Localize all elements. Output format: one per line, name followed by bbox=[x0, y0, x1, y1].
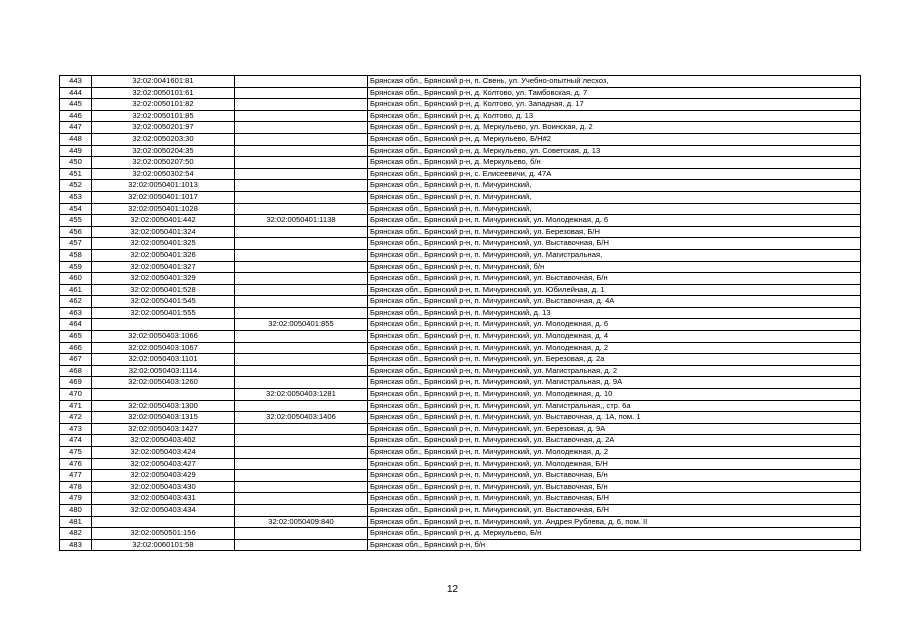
row-number-cell: 452 bbox=[60, 180, 92, 192]
table-row bbox=[60, 377, 861, 389]
linked-cadastral-number-cell bbox=[235, 331, 368, 343]
row-number-cell: 457 bbox=[60, 238, 92, 250]
row-number-cell: 479 bbox=[60, 493, 92, 505]
cadastral-number-cell: 32:02:0050403:429 bbox=[92, 470, 235, 482]
address-cell: Брянская обл., Брянский р-н, п. Мичуринский, ул. Молодежная, д. 4 bbox=[368, 331, 861, 343]
address-cell: Брянская обл., Брянский р-н, п. Мичуринский, ул. Выставочная, Б/н bbox=[368, 481, 861, 493]
cadastral-number-cell: 32:02:0050403:434 bbox=[92, 504, 235, 516]
cadastral-number-cell: 32:02:0050201:97 bbox=[92, 122, 235, 134]
address-cell: Брянская обл., Брянский р-н, п. Мичуринский, ул. Молодежная, д. 10 bbox=[368, 389, 861, 401]
table-row bbox=[60, 99, 861, 111]
address-cell: Брянская обл., Брянский р-н, п. Мичуринский, ул. Молодежная, Б/Н bbox=[368, 458, 861, 470]
row-number-cell: 475 bbox=[60, 447, 92, 459]
row-number-cell: 471 bbox=[60, 400, 92, 412]
address-cell: Брянская обл., Брянский р-н, п. Мичуринский, bbox=[368, 203, 861, 215]
row-number-cell: 474 bbox=[60, 435, 92, 447]
table-row bbox=[60, 458, 861, 470]
row-number-cell: 463 bbox=[60, 307, 92, 319]
linked-cadastral-number-cell: 32:02:0050409:840 bbox=[235, 516, 368, 528]
table-row bbox=[60, 331, 861, 343]
cadastral-number-cell: 32:02:0050203:30 bbox=[92, 133, 235, 145]
linked-cadastral-number-cell bbox=[235, 249, 368, 261]
table-row bbox=[60, 76, 861, 88]
address-cell: Брянская обл., Брянский р-н, п. Мичуринский, bbox=[368, 191, 861, 203]
row-number-cell: 446 bbox=[60, 110, 92, 122]
address-cell: Брянская обл., Брянский р-н, д. Меркульево, ул. Воинская, д. 2 bbox=[368, 122, 861, 134]
linked-cadastral-number-cell bbox=[235, 145, 368, 157]
row-number-cell: 464 bbox=[60, 319, 92, 331]
cadastral-number-cell: 32:02:0050403:424 bbox=[92, 447, 235, 459]
cadastral-number-cell bbox=[92, 389, 235, 401]
table-row bbox=[60, 249, 861, 261]
cadastral-number-cell: 32:02:0050401:324 bbox=[92, 226, 235, 238]
table-row bbox=[60, 203, 861, 215]
row-number-cell: 477 bbox=[60, 470, 92, 482]
cadastral-number-cell: 32:02:0050401:326 bbox=[92, 249, 235, 261]
linked-cadastral-number-cell bbox=[235, 87, 368, 99]
cadastral-registry-table bbox=[59, 75, 861, 551]
cadastral-number-cell: 32:02:0041601:81 bbox=[92, 76, 235, 88]
address-cell: Брянская обл., Брянский р-н, п. Мичуринский, ул. Выставочная, Б/Н bbox=[368, 504, 861, 516]
linked-cadastral-number-cell bbox=[235, 133, 368, 145]
row-number-cell: 448 bbox=[60, 133, 92, 145]
table-row bbox=[60, 191, 861, 203]
table-row bbox=[60, 504, 861, 516]
address-cell: Брянская обл., Брянский р-н, п. Мичуринский, ул. Выставочная, Б/Н bbox=[368, 238, 861, 250]
table-row bbox=[60, 261, 861, 273]
linked-cadastral-number-cell: 32:02:0050403:1281 bbox=[235, 389, 368, 401]
cadastral-number-cell: 32:02:0050401:442 bbox=[92, 215, 235, 227]
linked-cadastral-number-cell bbox=[235, 238, 368, 250]
table-row bbox=[60, 133, 861, 145]
row-number-cell: 469 bbox=[60, 377, 92, 389]
linked-cadastral-number-cell bbox=[235, 273, 368, 285]
row-number-cell: 462 bbox=[60, 296, 92, 308]
row-number-cell: 451 bbox=[60, 168, 92, 180]
linked-cadastral-number-cell bbox=[235, 168, 368, 180]
linked-cadastral-number-cell bbox=[235, 435, 368, 447]
table-row bbox=[60, 110, 861, 122]
linked-cadastral-number-cell bbox=[235, 493, 368, 505]
linked-cadastral-number-cell: 32:02:0050403:1406 bbox=[235, 412, 368, 424]
table-row bbox=[60, 412, 861, 424]
registry-table-body bbox=[60, 76, 861, 551]
address-cell: Брянская обл., Брянский р-н, п. Мичуринский, ул. Березовая, Б/Н bbox=[368, 226, 861, 238]
cadastral-number-cell: 32:02:0050401:528 bbox=[92, 284, 235, 296]
address-cell: Брянская обл., Брянский р-н, п. Мичуринский, ул. Андрея Рублева, д. 6, пом. II bbox=[368, 516, 861, 528]
linked-cadastral-number-cell bbox=[235, 180, 368, 192]
page-number: 12 bbox=[446, 584, 459, 595]
row-number-cell: 472 bbox=[60, 412, 92, 424]
table-row bbox=[60, 319, 861, 331]
address-cell: Брянская обл., Брянский р-н, п. Мичуринский, ул. Молодежная, д. 6 bbox=[368, 319, 861, 331]
linked-cadastral-number-cell bbox=[235, 481, 368, 493]
table-row bbox=[60, 238, 861, 250]
linked-cadastral-number-cell bbox=[235, 261, 368, 273]
row-number-cell: 466 bbox=[60, 342, 92, 354]
row-number-cell: 453 bbox=[60, 191, 92, 203]
row-number-cell: 459 bbox=[60, 261, 92, 273]
table-row bbox=[60, 180, 861, 192]
table-row bbox=[60, 145, 861, 157]
linked-cadastral-number-cell bbox=[235, 342, 368, 354]
linked-cadastral-number-cell bbox=[235, 99, 368, 111]
table-row bbox=[60, 226, 861, 238]
table-row bbox=[60, 342, 861, 354]
address-cell: Брянская обл., Брянский р-н, п. Мичуринский, bbox=[368, 180, 861, 192]
cadastral-number-cell: 32:02:0050101:61 bbox=[92, 87, 235, 99]
cadastral-number-cell: 32:02:0050401:545 bbox=[92, 296, 235, 308]
cadastral-number-cell: 32:02:0050403:431 bbox=[92, 493, 235, 505]
cadastral-number-cell bbox=[92, 319, 235, 331]
table-row bbox=[60, 296, 861, 308]
table-row bbox=[60, 470, 861, 482]
row-number-cell: 478 bbox=[60, 481, 92, 493]
table-row bbox=[60, 273, 861, 285]
table-row bbox=[60, 87, 861, 99]
linked-cadastral-number-cell bbox=[235, 365, 368, 377]
table-row bbox=[60, 400, 861, 412]
table-row bbox=[60, 423, 861, 435]
cadastral-number-cell: 32:02:0050401:1028 bbox=[92, 203, 235, 215]
table-row bbox=[60, 528, 861, 540]
table-row bbox=[60, 493, 861, 505]
address-cell: Брянская обл., Брянский р-н, д. Меркульево, б/н bbox=[368, 157, 861, 169]
address-cell: Брянская обл., Брянский р-н, д. Колтово, ул. Западная, д. 17 bbox=[368, 99, 861, 111]
linked-cadastral-number-cell bbox=[235, 539, 368, 551]
address-cell: Брянская обл., Брянский р-н, п. Мичуринский, ул. Молодежная, д. 2 bbox=[368, 447, 861, 459]
address-cell: Брянская обл., Брянский р-н, п. Мичуринский, ул. Магистральная, bbox=[368, 249, 861, 261]
table-row bbox=[60, 307, 861, 319]
row-number-cell: 447 bbox=[60, 122, 92, 134]
table-row bbox=[60, 284, 861, 296]
cadastral-number-cell: 32:02:0050401:555 bbox=[92, 307, 235, 319]
cadastral-number-cell: 32:02:0050501:156 bbox=[92, 528, 235, 540]
address-cell: Брянская обл., Брянский р-н, п. Мичуринский, ул. Выставочная, д. 1А, пом. 1 bbox=[368, 412, 861, 424]
address-cell: Брянская обл., Брянский р-н, п. Мичуринский, ул. Березовая, д. 2а bbox=[368, 354, 861, 366]
address-cell: Брянская обл., Брянский р-н, д. Меркульево, ул. Советская, д. 13 bbox=[368, 145, 861, 157]
row-number-cell: 468 bbox=[60, 365, 92, 377]
linked-cadastral-number-cell bbox=[235, 307, 368, 319]
row-number-cell: 470 bbox=[60, 389, 92, 401]
cadastral-number-cell: 32:02:0050403:1066 bbox=[92, 331, 235, 343]
cadastral-number-cell: 32:02:0050101:85 bbox=[92, 110, 235, 122]
address-cell: Брянская обл., Брянский р-н, п. Мичуринский, ул. Выставочная, д. 4А bbox=[368, 296, 861, 308]
linked-cadastral-number-cell bbox=[235, 447, 368, 459]
address-cell: Брянская обл., Брянский р-н, п. Мичуринский, ул. Выставочная, д. 2А bbox=[368, 435, 861, 447]
linked-cadastral-number-cell bbox=[235, 354, 368, 366]
cadastral-number-cell: 32:02:0050403:402 bbox=[92, 435, 235, 447]
cadastral-number-cell: 32:02:0050403:1300 bbox=[92, 400, 235, 412]
linked-cadastral-number-cell bbox=[235, 458, 368, 470]
table-row bbox=[60, 481, 861, 493]
cadastral-number-cell: 32:02:0050207:50 bbox=[92, 157, 235, 169]
cadastral-number-cell: 32:02:0050401:329 bbox=[92, 273, 235, 285]
cadastral-number-cell: 32:02:0050403:427 bbox=[92, 458, 235, 470]
cadastral-number-cell: 32:02:0050101:82 bbox=[92, 99, 235, 111]
row-number-cell: 461 bbox=[60, 284, 92, 296]
linked-cadastral-number-cell: 32:02:0050401:855 bbox=[235, 319, 368, 331]
linked-cadastral-number-cell bbox=[235, 504, 368, 516]
cadastral-number-cell: 32:02:0050204:35 bbox=[92, 145, 235, 157]
row-number-cell: 454 bbox=[60, 203, 92, 215]
table-row bbox=[60, 447, 861, 459]
table-row bbox=[60, 215, 861, 227]
cadastral-number-cell: 32:02:0050401:1017 bbox=[92, 191, 235, 203]
row-number-cell: 483 bbox=[60, 539, 92, 551]
linked-cadastral-number-cell bbox=[235, 284, 368, 296]
address-cell: Брянская обл., Брянский р-н, д. Колтово, ул. Тамбовская, д. 7 bbox=[368, 87, 861, 99]
table-row bbox=[60, 389, 861, 401]
cadastral-number-cell: 32:02:0060101:58 bbox=[92, 539, 235, 551]
row-number-cell: 481 bbox=[60, 516, 92, 528]
linked-cadastral-number-cell bbox=[235, 377, 368, 389]
address-cell: Брянская обл., Брянский р-н, д. Меркульево, Б/Н#2 bbox=[368, 133, 861, 145]
linked-cadastral-number-cell bbox=[235, 76, 368, 88]
row-number-cell: 458 bbox=[60, 249, 92, 261]
linked-cadastral-number-cell bbox=[235, 400, 368, 412]
address-cell: Брянская обл., Брянский р-н, п. Мичуринский, д. 13 bbox=[368, 307, 861, 319]
cadastral-number-cell: 32:02:0050403:1427 bbox=[92, 423, 235, 435]
address-cell: Брянская обл., Брянский р-н, п. Мичуринский, ул. Выставочная, Б/н bbox=[368, 470, 861, 482]
row-number-cell: 455 bbox=[60, 215, 92, 227]
table-row bbox=[60, 539, 861, 551]
row-number-cell: 480 bbox=[60, 504, 92, 516]
row-number-cell: 445 bbox=[60, 99, 92, 111]
row-number-cell: 467 bbox=[60, 354, 92, 366]
cadastral-number-cell: 32:02:0050401:325 bbox=[92, 238, 235, 250]
cadastral-number-cell: 32:02:0050403:1315 bbox=[92, 412, 235, 424]
address-cell: Брянская обл., Брянский р-н, п. Мичуринский, ул. Юбилейная, д. 1 bbox=[368, 284, 861, 296]
row-number-cell: 449 bbox=[60, 145, 92, 157]
address-cell: Брянская обл., Брянский р-н, д. Колтово, д. 13 bbox=[368, 110, 861, 122]
linked-cadastral-number-cell bbox=[235, 470, 368, 482]
row-number-cell: 465 bbox=[60, 331, 92, 343]
row-number-cell: 443 bbox=[60, 76, 92, 88]
address-cell: Брянская обл., Брянский р-н, п. Мичуринский, ул. Магистральная,, стр. 6а bbox=[368, 400, 861, 412]
cadastral-number-cell: 32:02:0050403:1114 bbox=[92, 365, 235, 377]
linked-cadastral-number-cell bbox=[235, 122, 368, 134]
cadastral-number-cell: 32:02:0050403:1067 bbox=[92, 342, 235, 354]
row-number-cell: 476 bbox=[60, 458, 92, 470]
address-cell: Брянская обл., Брянский р-н, п. Мичуринский, ул. Молодежная, д. 2 bbox=[368, 342, 861, 354]
address-cell: Брянская обл., Брянский р-н, д. Меркульево, Б/н bbox=[368, 528, 861, 540]
linked-cadastral-number-cell bbox=[235, 191, 368, 203]
cadastral-number-cell: 32:02:0050403:430 bbox=[92, 481, 235, 493]
cadastral-number-cell: 32:02:0050403:1260 bbox=[92, 377, 235, 389]
cadastral-number-cell: 32:02:0050302:54 bbox=[92, 168, 235, 180]
table-row bbox=[60, 168, 861, 180]
table-row bbox=[60, 516, 861, 528]
address-cell: Брянская обл., Брянский р-н, с. Елисеевичи, д. 47А bbox=[368, 168, 861, 180]
row-number-cell: 460 bbox=[60, 273, 92, 285]
cadastral-number-cell bbox=[92, 516, 235, 528]
row-number-cell: 473 bbox=[60, 423, 92, 435]
address-cell: Брянская обл., Брянский р-н, п. Мичуринский, ул. Молодежная, д. 6 bbox=[368, 215, 861, 227]
cadastral-number-cell: 32:02:0050401:1013 bbox=[92, 180, 235, 192]
address-cell: Брянская обл., Брянский р-н, п. Мичуринский, ул. Березовая, д. 9А bbox=[368, 423, 861, 435]
address-cell: Брянская обл., Брянский р-н, п. Мичуринский, ул. Магистральная, д. 2 bbox=[368, 365, 861, 377]
linked-cadastral-number-cell bbox=[235, 157, 368, 169]
row-number-cell: 450 bbox=[60, 157, 92, 169]
address-cell: Брянская обл., Брянский р-н, п. Мичуринский, ул. Выставочная, Б/Н bbox=[368, 493, 861, 505]
row-number-cell: 444 bbox=[60, 87, 92, 99]
table-row bbox=[60, 365, 861, 377]
linked-cadastral-number-cell bbox=[235, 423, 368, 435]
address-cell: Брянская обл., Брянский р-н, п. Свень, ул. Учебно-опытный лесхоз, bbox=[368, 76, 861, 88]
address-cell: Брянская обл., Брянский р-н, б/н bbox=[368, 539, 861, 551]
linked-cadastral-number-cell bbox=[235, 110, 368, 122]
linked-cadastral-number-cell bbox=[235, 203, 368, 215]
linked-cadastral-number-cell bbox=[235, 296, 368, 308]
address-cell: Брянская обл., Брянский р-н, п. Мичуринский, ул. Магистральная, д. 9А bbox=[368, 377, 861, 389]
table-row bbox=[60, 354, 861, 366]
table-row bbox=[60, 122, 861, 134]
table-row bbox=[60, 435, 861, 447]
cadastral-number-cell: 32:02:0050403:1101 bbox=[92, 354, 235, 366]
linked-cadastral-number-cell bbox=[235, 528, 368, 540]
address-cell: Брянская обл., Брянский р-н, п. Мичуринский, ул. Выставочная, Б/н bbox=[368, 273, 861, 285]
table-row bbox=[60, 157, 861, 169]
row-number-cell: 482 bbox=[60, 528, 92, 540]
cadastral-number-cell: 32:02:0050401:327 bbox=[92, 261, 235, 273]
row-number-cell: 456 bbox=[60, 226, 92, 238]
address-cell: Брянская обл., Брянский р-н, п. Мичуринский, б/н bbox=[368, 261, 861, 273]
linked-cadastral-number-cell: 32:02:0050401:1138 bbox=[235, 215, 368, 227]
linked-cadastral-number-cell bbox=[235, 226, 368, 238]
